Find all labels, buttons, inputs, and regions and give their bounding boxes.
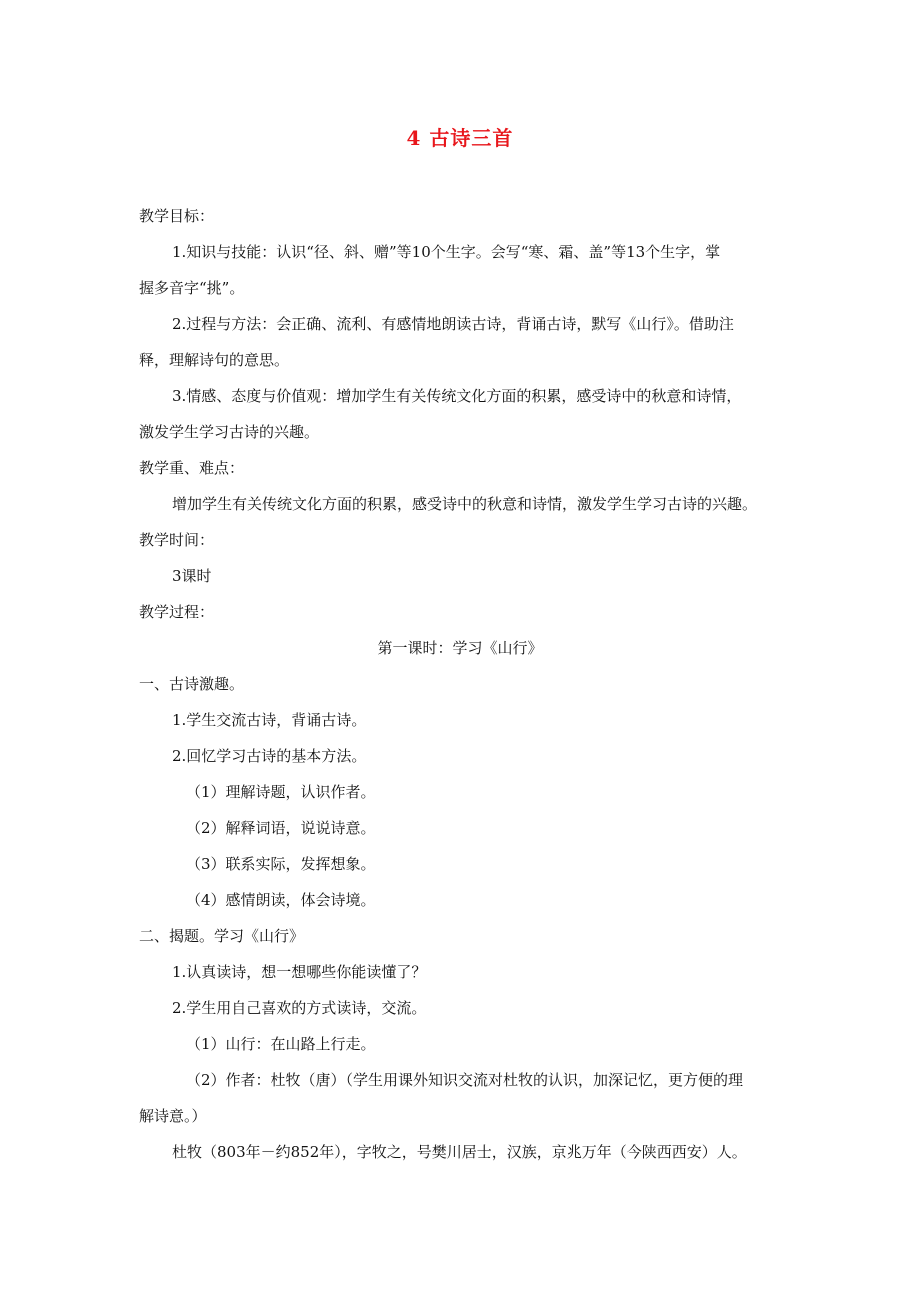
objective-1-line-2: 握多音字“挑”。	[139, 279, 245, 297]
objectives-heading: 教学目标：	[139, 207, 215, 225]
section-1-heading: 一、古诗激趣。	[139, 675, 245, 693]
page-title: 4 古诗三首	[406, 126, 514, 150]
section-2-item-1: 1.认真读诗，想一想哪些你能读懂了？	[172, 963, 427, 981]
lesson-title: 第一课时：学习《山行》	[377, 639, 543, 657]
section-1-sub-1: （1）理解诗题，认识作者。	[186, 783, 376, 801]
time-text: 3课时	[172, 567, 212, 585]
section-1-sub-2: （2）解释词语，说说诗意。	[186, 819, 376, 837]
section-2-sub-2-line-1: （2）作者：杜牧（唐）（学生用课外知识交流对杜牧的认识，加深记忆，更方便的理	[186, 1071, 744, 1089]
process-heading: 教学过程：	[139, 603, 215, 621]
objective-3-line-1: 3.情感、态度与价值观：增加学生有关传统文化方面的积累，感受诗中的秋意和诗情，	[172, 387, 742, 405]
key-points-text: 增加学生有关传统文化方面的积累，感受诗中的秋意和诗情，激发学生学习古诗的兴趣。	[172, 495, 758, 513]
section-2-sub-2-line-2: 解诗意。）	[139, 1107, 207, 1125]
section-2-item-2: 2.学生用自己喜欢的方式读诗，交流。	[172, 999, 427, 1017]
key-points-heading: 教学重、难点：	[139, 459, 245, 477]
author-bio: 杜牧（803年－约852年），字牧之，号樊川居士，汉族，京兆万年（今陕西西安）人。	[172, 1143, 747, 1161]
section-1-sub-3: （3）联系实际，发挥想象。	[186, 855, 376, 873]
objective-2-line-2: 释，理解诗句的意思。	[139, 351, 290, 369]
section-2-sub-1: （1）山行：在山路上行走。	[186, 1035, 376, 1053]
objective-2-line-1: 2.过程与方法：会正确、流利、有感情地朗读古诗，背诵古诗，默写《山行》。借助注	[172, 315, 734, 333]
objective-3-line-2: 激发学生学习古诗的兴趣。	[139, 423, 320, 441]
section-2-heading: 二、揭题。学习《山行》	[139, 927, 305, 945]
section-1-sub-4: （4）感情朗读，体会诗境。	[186, 891, 376, 909]
section-1-item-1: 1.学生交流古诗，背诵古诗。	[172, 711, 367, 729]
objective-1-line-1: 1.知识与技能：认识“径、斜、赠”等10个生字。会写“寒、霜、盖”等13个生字，掌	[172, 243, 721, 261]
section-1-item-2: 2.回忆学习古诗的基本方法。	[172, 747, 367, 765]
time-heading: 教学时间：	[139, 531, 215, 549]
